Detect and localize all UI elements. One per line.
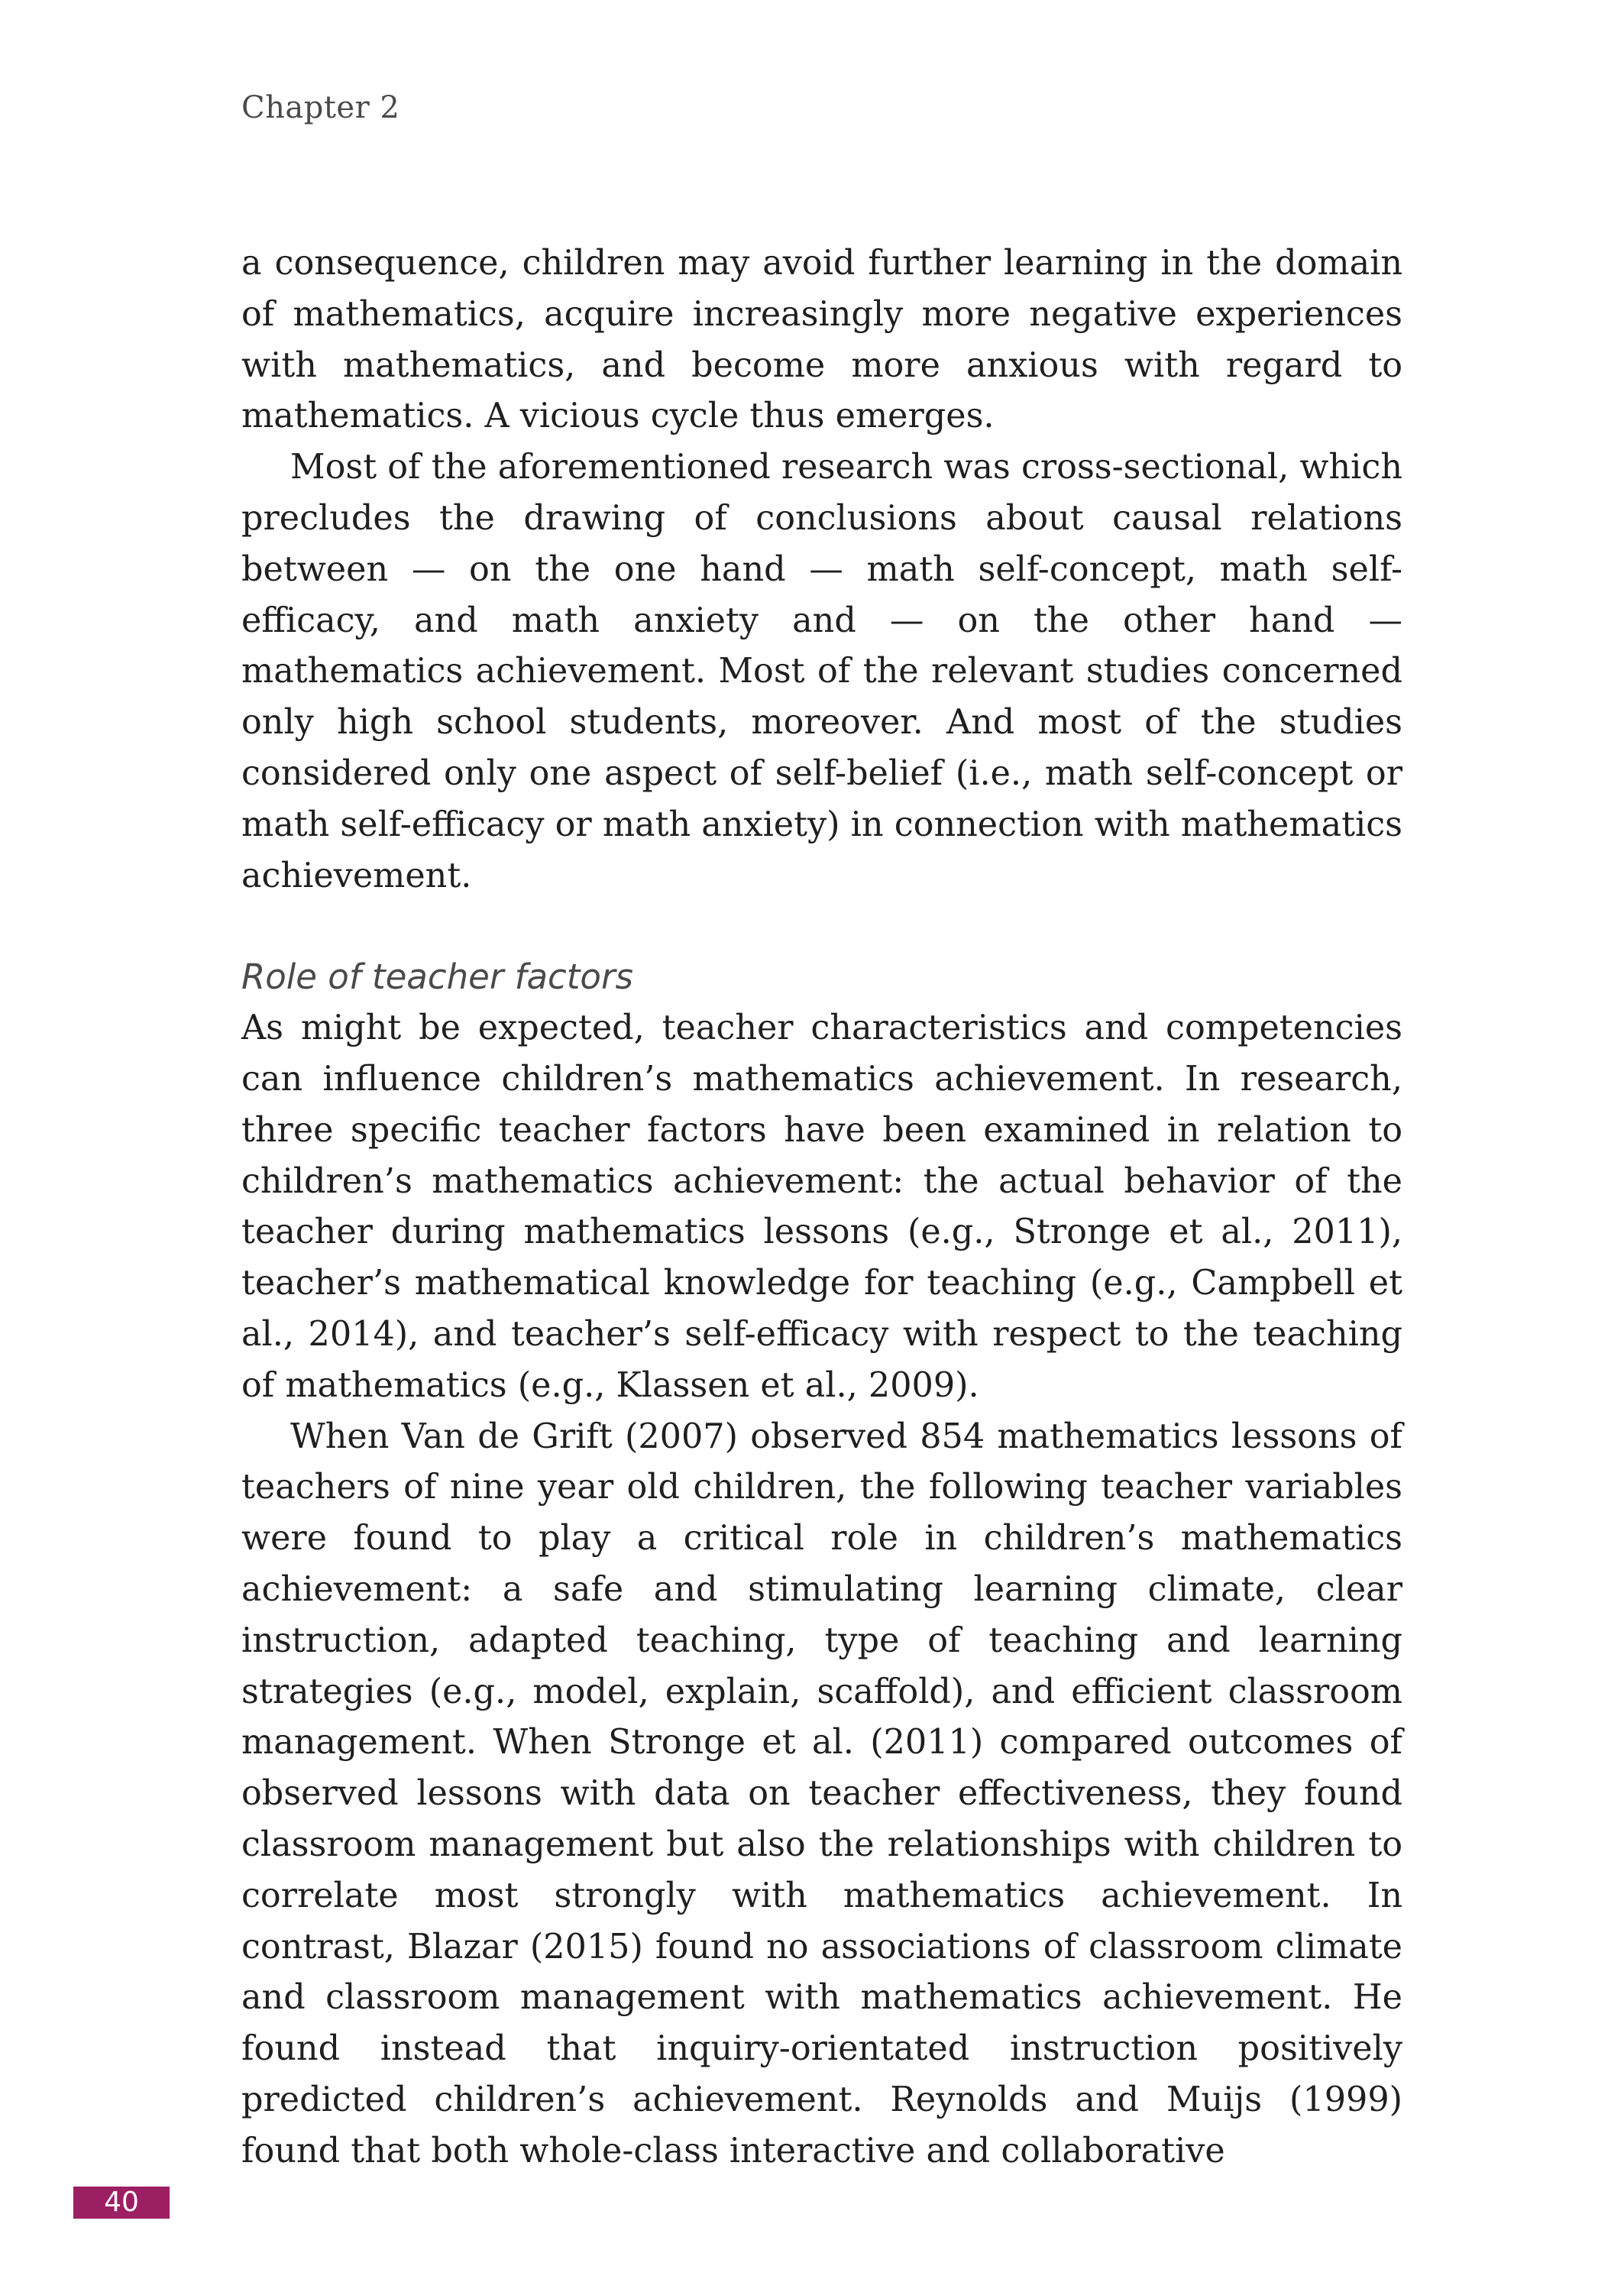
page-number: 40	[73, 2187, 170, 2219]
paragraph-continued: a consequence, children may avoid further learning in the domain of mathematics, acquire increasingly more negative experiences with mathematics, and become more anxious with regard to mathematics. A vicious cycle thus emerges.	[241, 244, 1402, 436]
section-heading: Role of teacher factors	[241, 957, 633, 998]
main-text	[241, 238, 1402, 2177]
paragraph-cross-sectional: Most of the aforementioned research was cross-sectional, which precludes the drawing of conclusions about causal relations between — on the one hand — math self-concept, math self-efficacy, and math anxiety and — on the other hand — mathematics achievement. Most of the relevant studies concerned only high school students, moreover. And most of the studies considered only one aspect of self-belief (i.e., math self-concept or math self-efficacy or math anxiety) in connection with mathematics achievement.	[241, 448, 1402, 895]
paragraph-van-de-grift: When Van de Grift (2007) observed 854 mathematics lessons of teachers of nine year old children, the following teacher variables were found to play a critical role in children’s mathematics achievement: a safe and stimulating learning climate, clear instruction, adapted teaching, type of teaching and learning strategies (e.g., model, explain, scaffold), and efficient classroom management. When Stronge et al. (2011) compared outcomes of observed lessons with data on teacher effectiveness, they found classroom management but also the relationships with children to correlate most strongly with mathematics achievement. In contrast, Blazar (2015) found no associations of classroom climate and classroom management with mathematics achievement. He found instead that inquiry-orientated instruction positively predicted children’s achievement. Reynolds and Muijs (1999) found that both whole-class interactive and collaborative	[241, 1416, 1402, 2171]
running-head: Chapter 2	[241, 90, 400, 125]
paragraph-teacher-factors: As might be expected, teacher characteristics and competencies can influence children’s mathematics achievement. In research, three specific teacher factors have been examined in relation to children’s mathematics achievement: the actual behavior of the teacher during mathematics lessons (e.g., Stronge et al., 2011), teacher’s mathematical knowledge for teaching (e.g., Campbell et al., 2014), and teacher’s self-efficacy with respect to the teaching of mathematics (e.g., Klassen et al., 2009).	[241, 1008, 1402, 1405]
